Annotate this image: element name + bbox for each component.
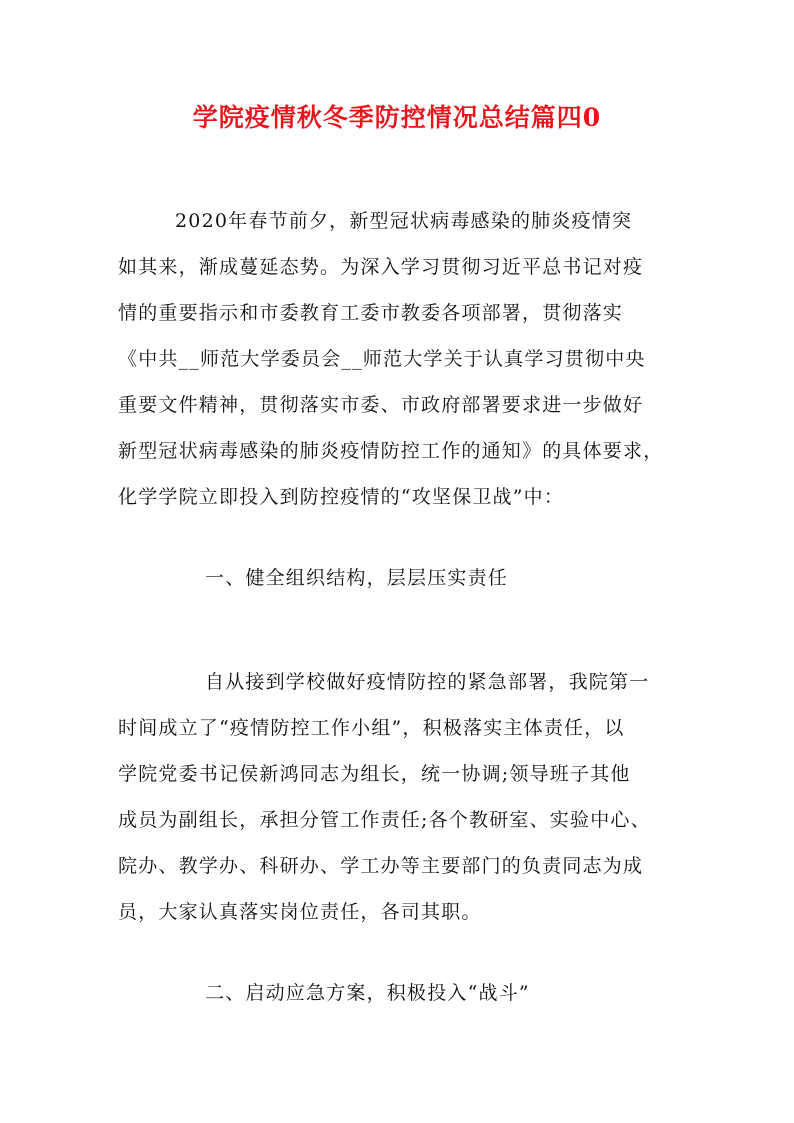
section-1-heading: 一、健全组织结构，层层压实责任 bbox=[205, 567, 509, 589]
section-1-line-2: 时间成立了“疫情防控工作小组”，积极落实主体责任，以 bbox=[118, 717, 625, 739]
intro-line-6: 新型冠状病毒感染的肺炎疫情防控工作的通知》的具体要求， bbox=[118, 440, 664, 462]
intro-line-5: 重要文件精神，贯彻落实市委、市政府部署要求进一步做好 bbox=[118, 394, 644, 416]
intro-line-2: 如其来，渐成蔓延态势。为深入学习贯彻习近平总书记对疫 bbox=[118, 256, 644, 278]
intro-line-4: 《中共__师范大学委员会__师范大学关于认真学习贯彻中央 bbox=[118, 348, 646, 370]
intro-line-3: 情的重要指示和市委教育工委市教委各项部署，贯彻落实 bbox=[118, 302, 624, 324]
section-1-line-4: 成员为副组长，承担分管工作责任;各个教研室、实验中心、 bbox=[118, 809, 651, 831]
intro-line-7: 化学学院立即投入到防控疫情的“攻坚保卫战”中： bbox=[118, 486, 565, 508]
section-2-heading: 二、启动应急方案，积极投入“战斗” bbox=[205, 982, 530, 1004]
section-1-line-6: 员，大家认真落实岗位责任，各司其职。 bbox=[118, 901, 482, 923]
section-1-line-1: 自从接到学校做好疫情防控的紧急部署，我院第一 bbox=[205, 671, 650, 693]
intro-line-1: 2020年春节前夕，新型冠状病毒感染的肺炎疫情突 bbox=[175, 210, 633, 232]
section-1-line-3: 学院党委书记侯新鸿同志为组长，统一协调;领导班子其他 bbox=[118, 763, 631, 785]
document-title: 学院疫情秋冬季防控情况总结篇四0 bbox=[192, 103, 602, 132]
section-1-line-5: 院办、教学办、科研办、学工办等主要部门的负责同志为成 bbox=[118, 855, 644, 877]
